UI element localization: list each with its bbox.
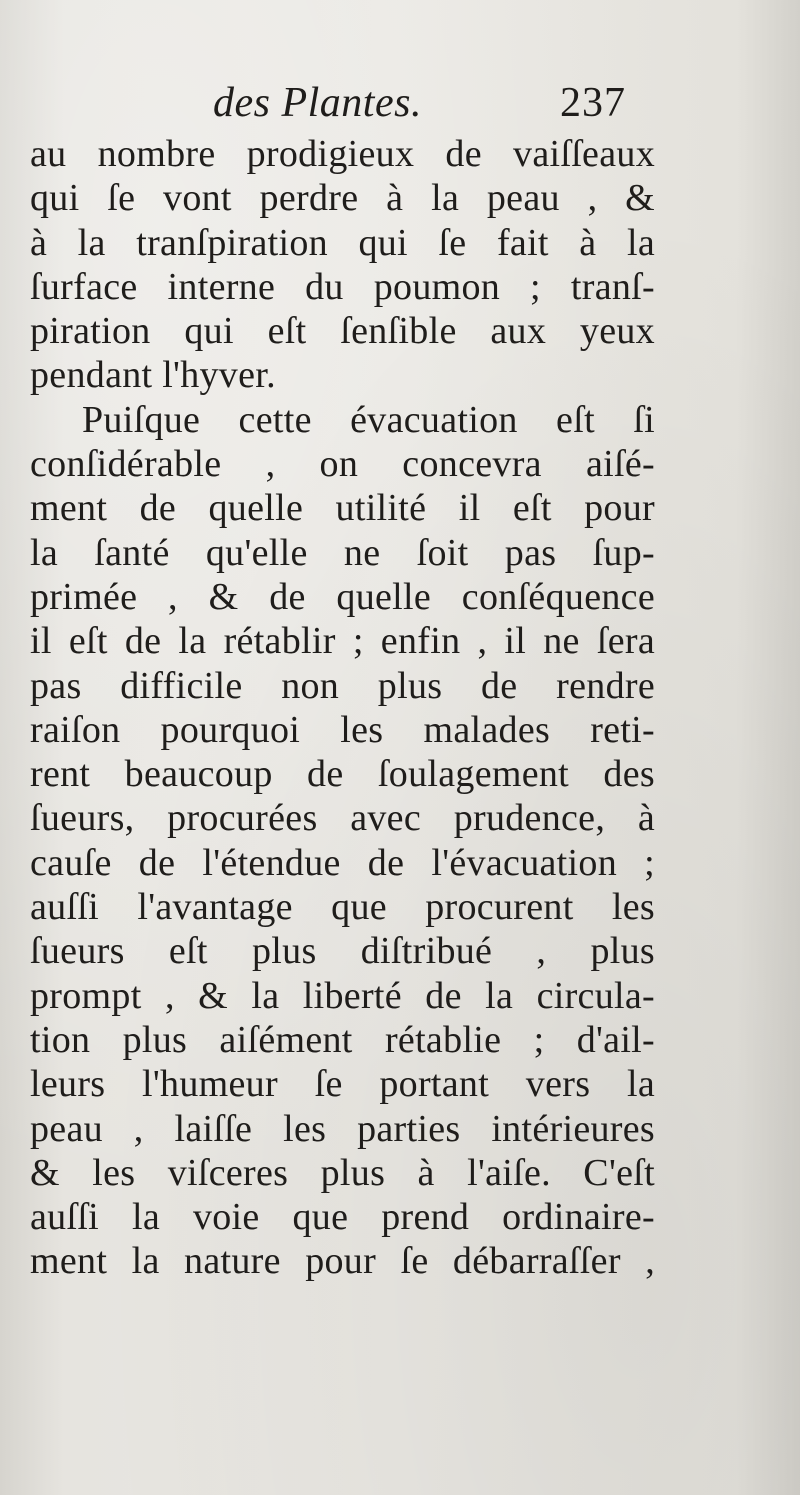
text-line: pas difficile non plus de rendre <box>30 664 655 707</box>
page-number: 237 <box>560 80 626 126</box>
text-line: rent beaucoup de ſoulagement des <box>30 753 655 796</box>
text-line: prompt , & la liberté de la circula- <box>30 974 655 1017</box>
body-text <box>30 132 655 1284</box>
text-line: qui ſe vont perdre à la peau , & <box>30 177 655 220</box>
text-line: pendant l'hyver. <box>30 354 276 397</box>
text-line: piration qui eſt ſenſible aux yeux <box>30 310 655 353</box>
text-line: leurs l'humeur ſe portant vers la <box>30 1063 655 1106</box>
text-line: il eſt de la rétablir ; enfin , il ne ſera <box>30 620 655 663</box>
text-line: la ſanté qu'elle ne ſoit pas ſup- <box>30 531 655 574</box>
text-line: à la tranſpiration qui ſe fait à la <box>30 221 655 264</box>
text-line: ment de quelle utilité il eſt pour <box>30 487 655 530</box>
text-line: cauſe de l'étendue de l'évacuation ; <box>30 841 655 884</box>
text-line: auſſi la voie que prend ordinaire- <box>30 1196 655 1239</box>
text-line: ment la nature pour ſe débarraſſer , <box>30 1240 655 1283</box>
paragraph-start-line: Puiſque cette évacuation eſt ſi <box>82 398 655 441</box>
text-line: & les viſceres plus à l'aiſe. C'eſt <box>30 1151 655 1194</box>
running-title: des Plantes. <box>213 80 422 126</box>
text-line: primée , & de quelle conſéquence <box>30 575 655 618</box>
text-line: ſueurs eſt plus diſtribué , plus <box>30 930 655 973</box>
text-line: auſſi l'avantage que procurent les <box>30 886 655 929</box>
text-line: ſueurs, procurées avec prudence, à <box>30 797 655 840</box>
text-line: conſidérable , on concevra aiſé- <box>30 443 655 486</box>
text-line: peau , laiſſe les parties intérieures <box>30 1107 655 1150</box>
text-line: tion plus aiſément rétablie ; d'ail- <box>30 1018 655 1061</box>
text-line: raiſon pourquoi les malades reti- <box>30 708 655 751</box>
text-line: ſurface interne du poumon ; tranſ- <box>30 265 655 308</box>
text-line: au nombre prodigieux de vaiſſeaux <box>30 133 655 175</box>
page-header <box>0 78 800 128</box>
